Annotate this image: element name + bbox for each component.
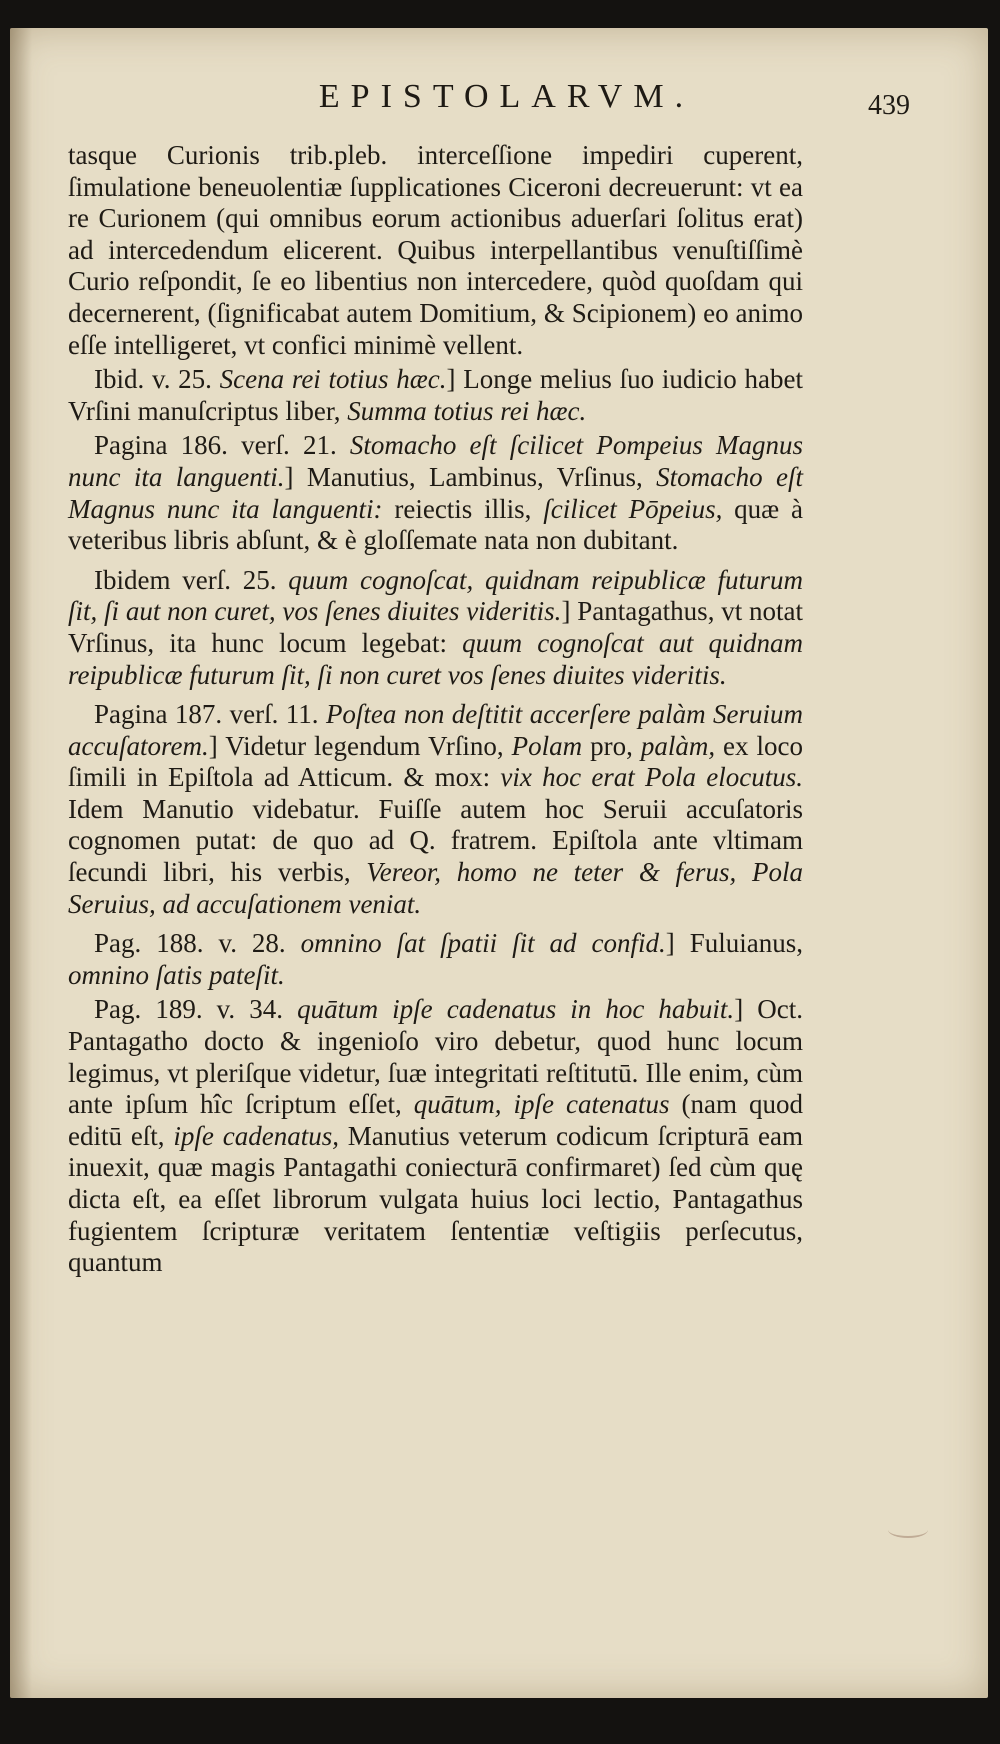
paragraph-7 xyxy=(68,994,803,1278)
italic-run: Poſtea non deſtitit accerſere palàm Seruium accuſatorem. xyxy=(68,699,803,761)
text-run: ] Oct. Pantagatho docto & ingenioſo viro debetur, quod hunc locum legimus, vt pleriſque videtur, ſuæ integritati reſtitutū. Ille enim, cùm ante ipſum hîc ſcriptum eſſet, xyxy=(68,994,803,1120)
italic-run: quātum, ipſe catenatus xyxy=(413,1089,670,1120)
italic-run: Stomacho eſt ſcilicet Pompeius Magnus nunc ita languenti. xyxy=(68,430,803,492)
body-text xyxy=(68,140,803,1282)
running-head: EPISTOLARVM. xyxy=(318,78,695,115)
text-run: Ibid. v. 25. xyxy=(94,364,220,395)
page-number: 439 xyxy=(868,90,910,121)
italic-run: ſcilicet Pōpeius, xyxy=(543,493,723,524)
text-run: pro, xyxy=(582,730,641,761)
text-run: Manutius veterum codicum ſcripturā eam inuexit, quæ magis Pantagathi coniecturā confirmaret) ſed cùm quę dicta eſt, ea eſſet librorum vulgata huius loci lectio, Pantagathus fugientem ſcripturæ veritatem ſententiæ veſtigiis perſecutus, quantum xyxy=(68,1120,804,1278)
text-run: ] Pantagathus, vt notat Vrſinus, ita hunc locum legebat: xyxy=(68,596,803,658)
paragraph-5 xyxy=(68,699,803,920)
text-run: Ibidem verſ. 25. xyxy=(94,564,289,595)
italic-run: Vereor, homo ne teter & ferus, Pola Seruius, ad accuſationem veniat. xyxy=(68,857,803,919)
page-header xyxy=(65,78,948,128)
text-run: Idem Manutio videbatur. Fuiſſe autem hoc Seruii accuſatoris cognomen putat: de quo ad Q. fratrem. Epiſtola ante vltimam ſecundi libri, his verbis, xyxy=(68,793,803,888)
italic-run: Stomacho eſt Magnus nunc ita languenti: xyxy=(68,461,803,524)
italic-run: omnino ſatis pateſit. xyxy=(68,959,285,990)
text-run: reiectis illis, xyxy=(382,493,544,524)
italic-run: Scena rei totius hæc. xyxy=(219,364,447,395)
paragraph-6 xyxy=(68,928,803,991)
text-run: tasque Curionis trib.pleb. interceſſione impediri cuperent, ſimulatione beneuolentiæ ſupplicationes Ciceroni decreuerunt: vt ea re Curionem (qui omnibus eorum actionibus aduerſari ſolitus erat) ad intercedendum elicerent. Quibus interpellantibus venuſtiſſimè Curio reſpondit, ſe eo libentius non intercedere, quòd quoſdam qui decernerent, (ſignificabat autem Domitium, & Scipionem) eo animo eſſe intelligeret, vt confici minimè vellent. xyxy=(68,140,803,360)
italic-run: quum cognoſcat, quidnam reipublicæ futurum ſit, ſi aut non curet, vos ſenes diuites videritis. xyxy=(68,564,803,627)
italic-run: ipſe cadenatus, xyxy=(173,1120,339,1151)
italic-run: Polam xyxy=(511,730,583,761)
italic-run: vix hoc erat Pola elocutus. xyxy=(500,762,804,793)
text-run: ] Fuluianus, xyxy=(665,928,803,959)
text-run: ex loco ſimili in Epiſtola ad Atticum. & mox: xyxy=(68,730,803,793)
text-run: Pagina 186. verſ. 21. xyxy=(94,430,350,461)
paragraph-2 xyxy=(68,364,803,427)
text-run: Pag. 188. v. 28. xyxy=(94,928,301,959)
text-run: ] Manutius, Lambinus, Vrſinus, xyxy=(284,461,657,492)
text-run: ] Videtur legendum Vrſino, xyxy=(208,730,512,761)
text-run: (nam quod editū eſt, xyxy=(68,1089,803,1151)
italic-run: omnino ſat ſpatii ſit ad confid. xyxy=(300,928,666,959)
text-run: quæ à veteribus libris abſunt, & è gloſſemate nata non dubitant. xyxy=(68,493,804,556)
italic-run: Summa totius rei hæc. xyxy=(347,395,587,426)
paragraph-3 xyxy=(68,430,803,556)
italic-run: palàm, xyxy=(640,730,716,761)
italic-run: quum cognoſcat aut quidnam reipublicæ futurum ſit, ſi non curet vos ſenes diuites videritis. xyxy=(68,627,803,690)
italic-run: quātum ipſe cadenatus in hoc habuit. xyxy=(297,994,735,1025)
book-page xyxy=(10,28,988,1698)
text-run: ] Longe melius ſuo iudicio habet Vrſini manuſcriptus liber, xyxy=(68,364,803,426)
text-run: Pag. 189. v. 34. xyxy=(94,994,298,1025)
paragraph-4 xyxy=(68,565,803,691)
page-spine-shadow xyxy=(10,28,32,1698)
paragraph-1 xyxy=(68,140,803,361)
text-run: Pagina 187. verſ. 11. xyxy=(94,699,326,730)
ink-mark xyxy=(888,1522,928,1538)
